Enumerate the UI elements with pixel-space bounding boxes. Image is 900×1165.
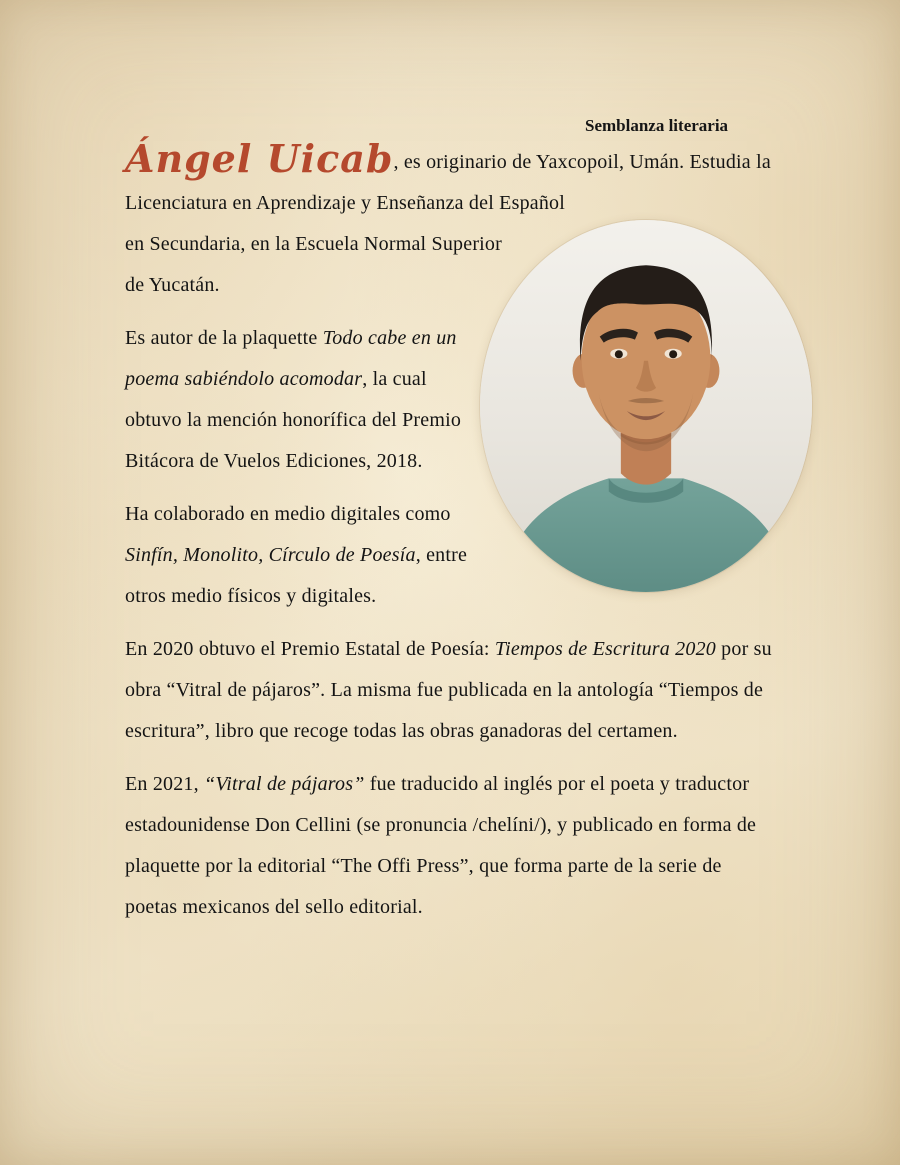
text-segment: En 2021,: [125, 773, 205, 795]
text-segment: “Vitral de pájaros”: [204, 773, 365, 795]
portrait-illustration: [480, 220, 812, 592]
text-segment: , es originario de Yaxcopoil, Umán. Estudia la Licenciatura en Aprendizaje y Enseñanza del Español en Secundaria, en la Escuela Normal Superior de Yucatán.: [125, 151, 771, 296]
text-segment: Tiempos de Escritura 2020: [494, 638, 716, 660]
author-name-calligraphy: Ángel Uicab: [125, 136, 394, 181]
portrait-photo: [480, 220, 812, 592]
paragraph-4: [125, 629, 775, 752]
text-segment: por su obra “Vitral de pájaros”. La misma fue publicada en la antología “Tiempos de escritura”, libro que recoge todas las obras ganadoras del certamen.: [125, 638, 772, 742]
text-segment: , la cual obtuvo la mención honorífica del Premio Bitácora de Vuelos Ediciones, 2018.: [125, 368, 462, 472]
text-segment: , entre otros medio físicos y digitales.: [125, 544, 468, 607]
text-segment: En 2020 obtuvo el Premio Estatal de Poesía:: [125, 638, 495, 660]
text-segment: Es autor de la plaquette: [125, 327, 323, 349]
text-segment: Todo cabe en un poema sabiéndolo acomodar: [125, 327, 457, 390]
text-segment: Sinfín, Monolito, Círculo de Poesía: [125, 544, 416, 566]
paragraph-5: [125, 764, 775, 928]
page-title: Semblanza literaria: [585, 116, 729, 135]
left-pupil: [615, 350, 623, 358]
right-pupil: [669, 350, 677, 358]
text-segment: Ha colaborado en medio digitales como: [125, 503, 451, 525]
text-segment: fue traducido al inglés por el poeta y traductor estadounidense Don Cellini (se pronuncia /chelíni/), y publicado en forma de plaquette por la editorial “The Offi Press”, que forma parte de la serie de poetas mexicanos del sello editorial.: [125, 773, 757, 918]
